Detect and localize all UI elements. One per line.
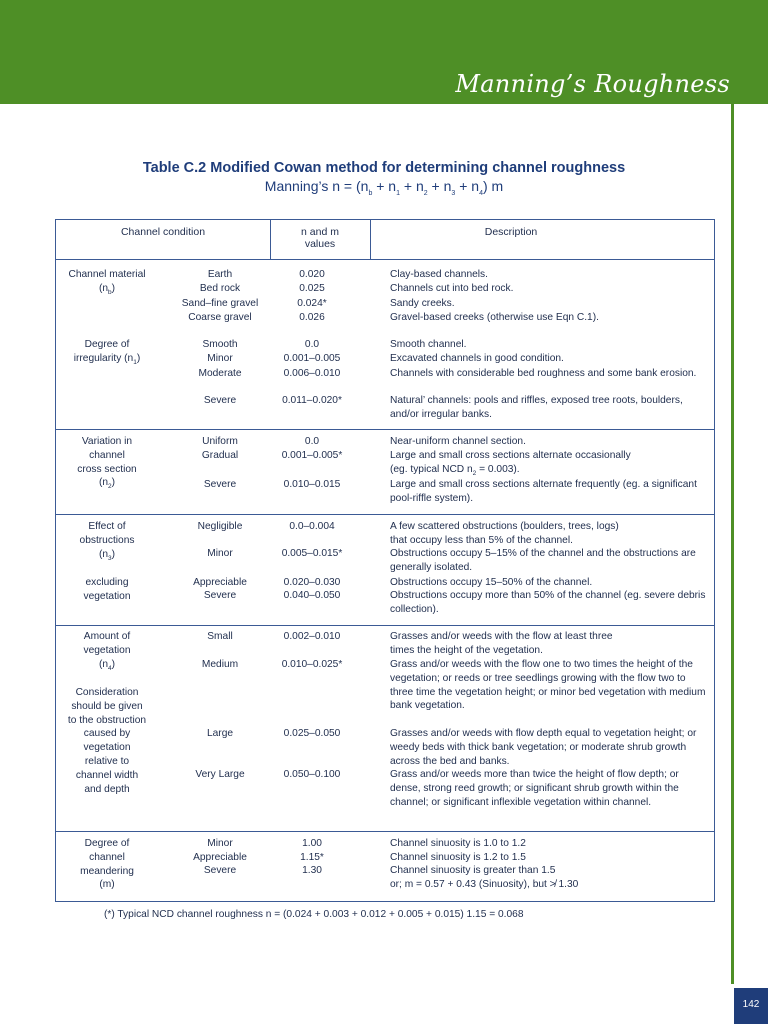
value-cell: 1.15*: [300, 852, 324, 863]
condition-obstructions-note: excluding vegetation: [83, 577, 131, 602]
level-cell: Severe: [203, 395, 237, 406]
description-cell: Grasses and/or weeds with the flow at least three times the height of the vegetation.: [390, 631, 613, 656]
row-divider: [56, 625, 714, 626]
value-cell: 0.025: [299, 283, 325, 294]
value-cell: 0.040–0.050: [283, 590, 341, 601]
condition-obstructions: Effect of obstructions $(n_3)$: [79, 521, 135, 562]
level-cell: Appreciable: [193, 852, 247, 863]
level-cell: Appreciable: [193, 577, 247, 588]
header-condition: Channel condition: [120, 226, 206, 238]
page-number-box: [734, 988, 768, 1024]
value-cell: 0.0–0.004: [289, 521, 335, 532]
description-cell: Near-uniform channel section.: [390, 436, 526, 447]
level-cell: Large: [206, 728, 234, 739]
value-cell: 0.025–0.050: [283, 728, 341, 739]
row-divider: [56, 429, 714, 430]
level-cell: Severe: [203, 479, 237, 490]
table-footnote: (*) Typical NCD channel roughness n = (0.024 + 0.003 + 0.012 + 0.005 + 0.015) 1.15 = 0.068: [104, 909, 524, 920]
level-cell: Minor: [207, 838, 233, 849]
level-cell: Uniform: [202, 436, 238, 447]
description-cell: Obstructions occupy more than 50% of the channel (eg. severe debris collection).: [390, 590, 706, 615]
description-cell: Smooth channel.: [390, 339, 467, 350]
description-cell: Channels cut into bed rock.: [390, 283, 514, 294]
header-description: Description: [484, 226, 538, 238]
value-cell: 0.026: [299, 312, 325, 323]
value-cell: 0.050–0.100: [283, 769, 341, 780]
description-cell: Natural’ channels: pools and riffles, exposed tree roots, boulders, and/or irregular banks.: [390, 395, 683, 420]
level-cell: Sand–fine gravel: [181, 298, 259, 309]
level-cell: Gradual: [201, 450, 239, 461]
value-cell: 1.30: [302, 865, 322, 876]
row-divider: [56, 514, 714, 515]
condition-vegetation-note: Consideration should be given to the obstruction caused by vegetation relative to channel width and depth: [67, 687, 147, 795]
level-cell: Earth: [207, 269, 233, 280]
table-formula: Manning’s $n = (n_b + n_1 + n_2 + n_3 + n_4)$ m: [264, 178, 504, 197]
description-cell: Sandy creeks.: [390, 298, 455, 309]
description-cell: Channel sinuosity is 1.0 to 1.2: [390, 838, 526, 849]
description-cell: Channel sinuosity is greater than 1.5 or; m = 0.57 + 0.43 (Sinuosity), but ≯ 1.30: [390, 865, 579, 890]
value-cell: 0.010–0.015: [283, 479, 341, 490]
description-cell: Channel sinuosity is 1.2 to 1.5: [390, 852, 526, 863]
description-cell: Clay-based channels.: [390, 269, 488, 280]
table-title: Table C.2 Modified Cowan method for determining channel roughness: [142, 160, 626, 176]
value-cell: 0.0: [304, 339, 320, 350]
description-cell: Grasses and/or weeds with flow depth equal to vegetation height; or weedy beds with thick bank vegetation; or moderate shrub growth across the bed and banks.: [390, 728, 697, 767]
condition-vegetation: Amount of vegetation $(n_4)$: [83, 631, 131, 672]
level-cell: Negligible: [197, 521, 243, 532]
level-cell: Minor: [207, 353, 233, 364]
condition-irregularity: Degree of irregularity $(n_1)$: [73, 339, 141, 366]
header-values: n and m values: [301, 226, 339, 250]
level-cell: Bed rock: [199, 283, 241, 294]
value-cell: 0.020: [299, 269, 325, 280]
level-cell: Very Large: [195, 769, 245, 780]
value-cell: 0.024*: [297, 298, 327, 309]
description-cell: A few scattered obstructions (boulders, trees, logs) that occupy less than 5% of the channel.: [390, 521, 619, 546]
row-divider: [56, 259, 714, 260]
value-cell: 0.010–0.025*: [281, 659, 343, 670]
description-cell: Grass and/or weeds more than twice the height of flow depth; or dense, strong reed growth; or significant shrub growth within the channel; or significant inflexible vegetation within channel.: [390, 769, 679, 808]
side-rule: [731, 104, 734, 984]
table-heading: [0, 160, 768, 197]
value-cell: 0.002–0.010: [283, 631, 341, 642]
level-cell: Small: [207, 631, 233, 642]
section-title: Manning’s Roughness: [455, 70, 730, 98]
level-cell: Medium: [201, 659, 239, 670]
page-number: 142: [742, 999, 760, 1010]
value-cell: 1.00: [302, 838, 322, 849]
value-cell: 0.005–0.015*: [281, 548, 343, 559]
level-cell: Severe: [203, 865, 237, 876]
condition-meandering: Degree of channel meandering (m): [80, 838, 134, 891]
description-cell: Gravel-based creeks (otherwise use Eqn C.1).: [390, 312, 599, 323]
description-cell: Channels with considerable bed roughness and some bank erosion.: [390, 368, 697, 379]
level-cell: Moderate: [198, 368, 242, 379]
value-cell: 0.006–0.010: [283, 368, 341, 379]
description-cell: Large and small cross sections alternate occasionally (eg. typical NCD $n_2 = 0.003$).: [390, 450, 631, 477]
level-cell: Coarse gravel: [188, 312, 252, 323]
row-divider: [56, 831, 714, 832]
value-cell: 0.0: [304, 436, 320, 447]
description-cell: Grass and/or weeds with the flow one to two times the height of the vegetation; or reeds or tree seedlings growing with the flow two to three time the vegetation height; or minor bed vegetation with medium bank vegetation.: [390, 659, 706, 712]
roughness-table: [55, 219, 715, 902]
condition-cross-section: Variation in channel cross section $(n_2)$: [77, 436, 137, 491]
value-cell: 0.001–0.005*: [281, 450, 343, 461]
value-cell: 0.020–0.030: [283, 577, 341, 588]
value-cell: 0.011–0.020*: [282, 395, 342, 406]
condition-channel-material: Channel material $(n_b)$: [68, 269, 146, 296]
value-cell: 0.001–0.005: [283, 353, 341, 364]
level-cell: Minor: [207, 548, 233, 559]
description-cell: Excavated channels in good condition.: [390, 353, 564, 364]
level-cell: Severe: [203, 590, 237, 601]
description-cell: Obstructions occupy 15–50% of the channel.: [390, 577, 593, 588]
header-banner: [0, 0, 768, 104]
description-cell: Large and small cross sections alternate frequently (eg. a significant pool-riffle system).: [390, 479, 697, 504]
description-cell: Obstructions occupy 5–15% of the channel and the obstructions are generally isolated.: [390, 548, 696, 573]
level-cell: Smooth: [202, 339, 238, 350]
